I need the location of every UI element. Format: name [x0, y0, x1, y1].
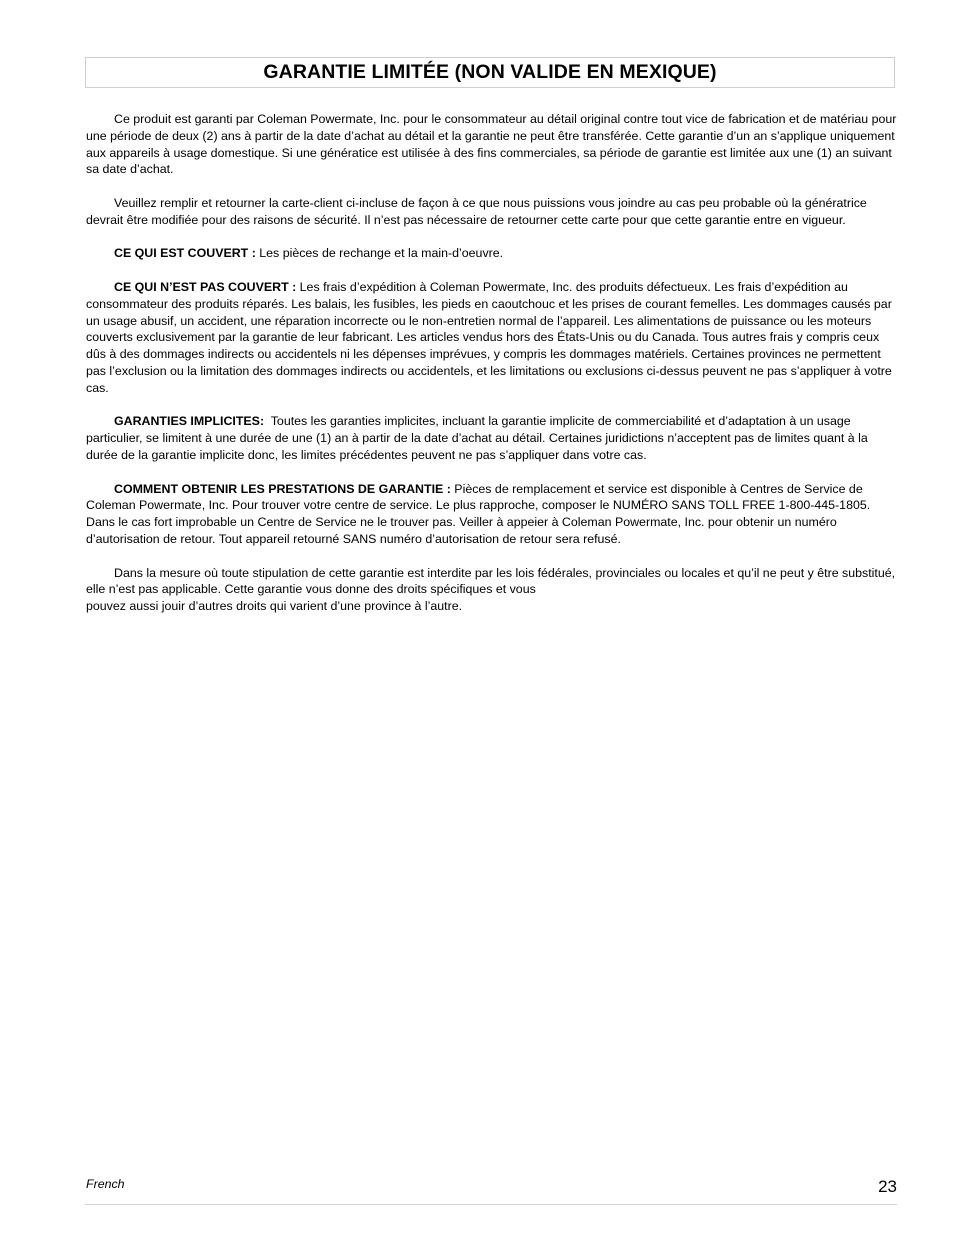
paragraph-what-is-covered — [86, 245, 898, 262]
paragraph-text: Les pièces de rechange et la main-d’oeuvre. — [255, 246, 504, 261]
paragraph-implied-warranties — [86, 413, 898, 463]
paragraph-registration-card — [86, 195, 898, 229]
paragraph-text: Veuillez remplir et retourner la carte-client ci-incluse de façon à ce que nous puissions vous joindre au cas peu probable où la génératrice devrait être modifiée pour des raisons de sécurité. Il n’est pas nécessaire de retourner cette carte pour que cette garantie entre en vigueur. — [86, 195, 867, 227]
paragraph-text: Toutes les garanties implicites, incluant la garantie implicite de commerciabilité et d’adaptation à un usage particulier, se limitent à une durée de une (1) an à partir de la date d’achat au détail. Certaines juridictions n’acceptent pas de limites quant à la durée de la garantie implicite donc, les limites précédentes peuvent ne pas s’appliquer dans votre cas. — [86, 414, 872, 462]
warranty-body — [86, 111, 898, 632]
footer-divider — [85, 1204, 897, 1205]
paragraph-lead: COMMENT OBTENIR LES PRESTATIONS DE GARANTIE : — [114, 481, 451, 496]
paragraph-text: Les frais d’expédition à Coleman Powermate, Inc. des produits défectueux. Les frais d’expédition au consommateur des produits réparés. Les balais, les fusibles, les pieds en caoutchouc et les prises de courant femelles. Les dommages causés par un usage abusif, un accident, une réparation incorrecte ou le non-entretien normal de l’appareil. Les alimentations de puissance ou les moteurs couverts exclusivement par la garantie de leur fabricant. Les articles vendus hors des États-Unis ou du Canada. Tous autres frais y compris ceux dûs à des dommages indirects ou accidentels ni les dépenses imprévues, y compris les dommages matériels. Certaines provinces ne permettent pas l’exclusion ou la limitation des dommages indirects ou accidentels, et les limitations ou exclusions ci-dessus peuvent ne pas s’appliquer à votre cas. — [86, 279, 892, 395]
paragraph-text: Dans la mesure où toute stipulation de cette garantie est interdite par les lois fédérales, provinciales ou locales et qu’il ne peut y être substitué, elle n’est pas applicable. Cette garantie vous donne des droits spécifiques et vous — [86, 565, 896, 597]
page-number: 23 — [878, 1177, 897, 1196]
paragraph-text: Pièces de remplacement et service est disponible à Centres de Service de Coleman Powermate, Inc. Pour trouver votre centre de service. Le plus rapproche, composer le NUMÉRO SANS TOLL FREE 1-800-445-1805. Dans le cas fort improbable un Centre de Service ne le trouver pas. Veiller à appeier à Coleman Powermate, Inc. pour obtenir un numéro d’autorisation de retour. Tout appareil retourné SANS numéro d’autorisation de retour sera refusé. — [86, 481, 871, 546]
title-box — [85, 57, 895, 88]
paragraph-coverage-period — [86, 111, 898, 178]
page-title: GARANTIE LIMITÉE (NON VALIDE EN MEXIQUE) — [263, 61, 717, 83]
paragraph-lead: CE QUI EST COUVERT : — [114, 246, 256, 261]
footer-language-label: French — [86, 1177, 125, 1191]
paragraph-how-to-obtain-service — [86, 481, 898, 548]
paragraph-lead: GARANTIES IMPLICITES: — [114, 414, 265, 429]
paragraph-lead: CE QUI N’EST PAS COUVERT : — [114, 279, 297, 294]
paragraph-legal-rights-continued — [86, 598, 898, 615]
paragraph-text: pouvez aussi jouir d’autres droits qui varient d’une province à l’autre. — [86, 599, 463, 614]
paragraph-not-covered — [86, 279, 898, 397]
paragraph-legal-rights — [86, 565, 898, 599]
paragraph-text: Ce produit est garanti par Coleman Powermate, Inc. pour le consommateur au détail original contre tout vice de fabrication et de matériau pour une période de deux (2) ans à partir de la date d’achat au détail et la garantie ne peut être transférée. Cette garantie d’un an s’applique uniquement aux appareils à usage domestique. Si une génératice est utilisée à des fins commerciales, sa période de garantie est limitée aux une (1) an suivant sa date d’achat. — [86, 112, 897, 177]
